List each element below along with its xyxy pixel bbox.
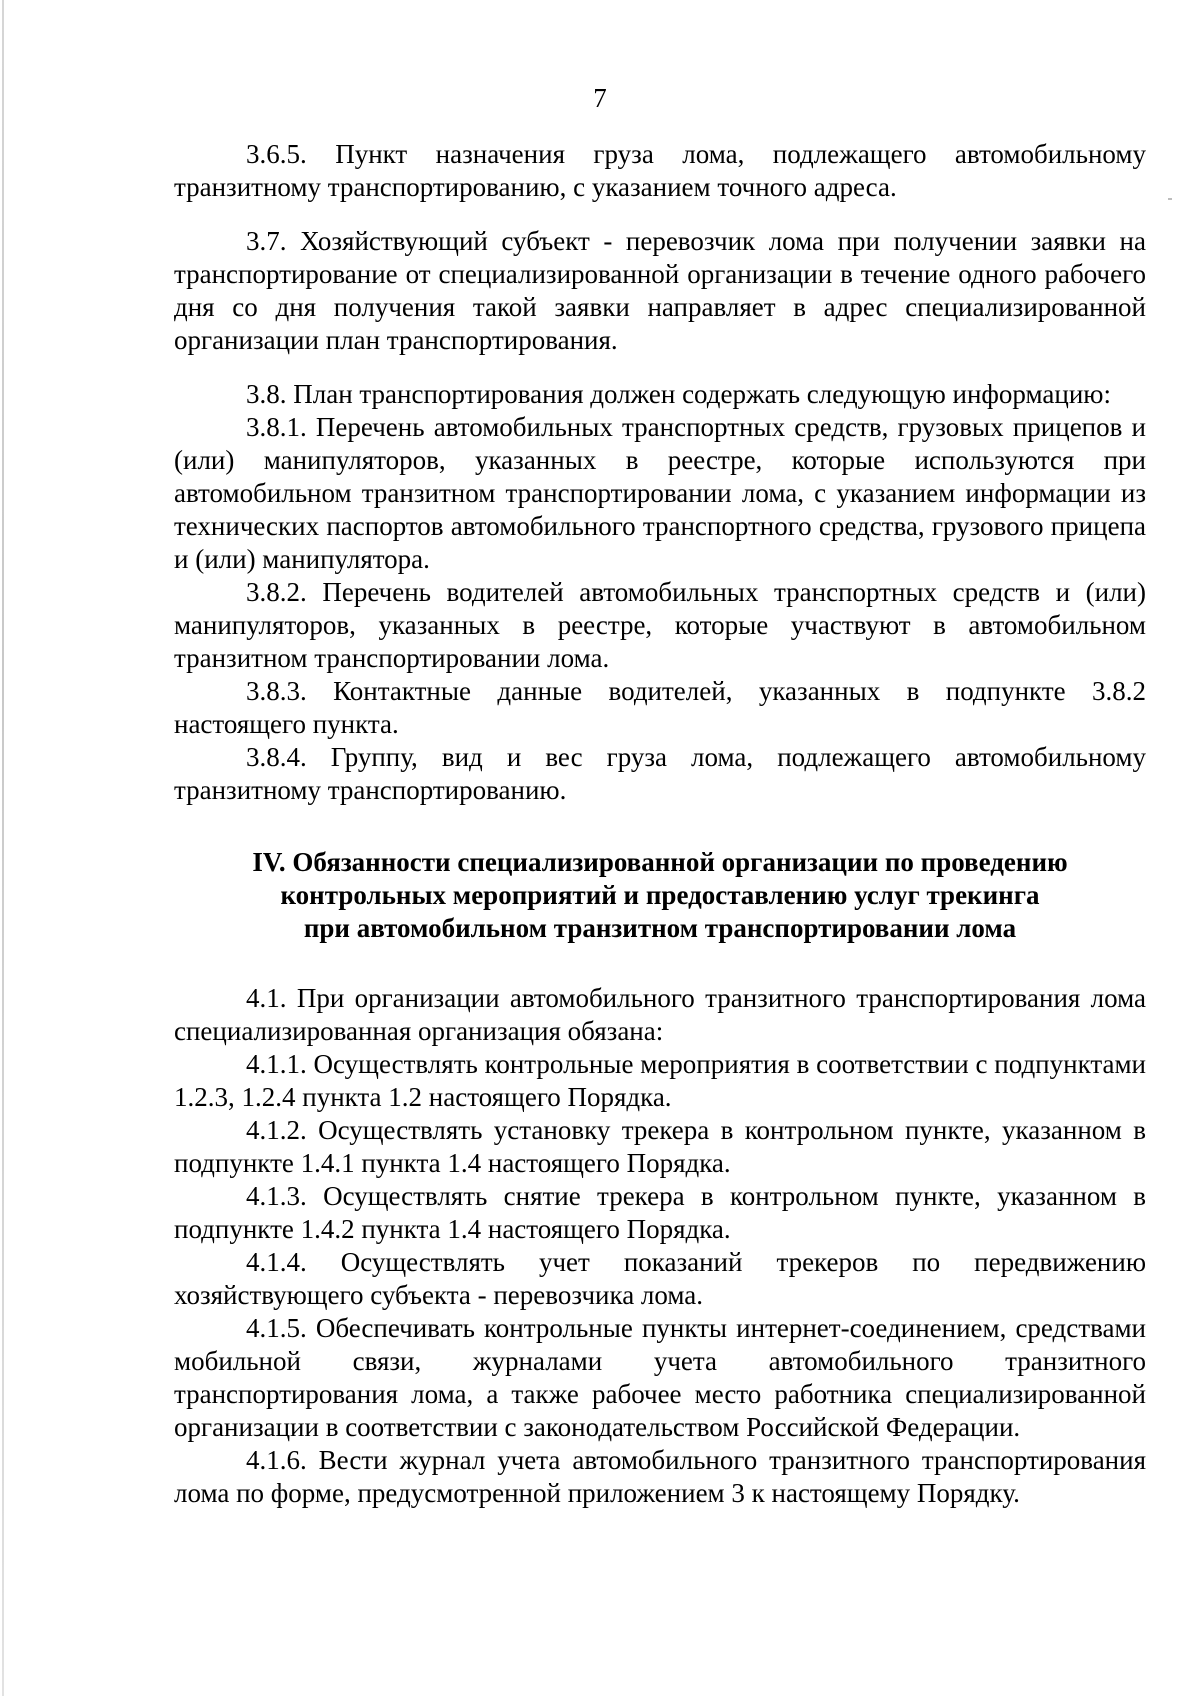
- page-number: 7: [593, 83, 607, 113]
- paragraph-4-1-6: 4.1.6. Вести журнал учета автомобильного транзитного транспортирования лома по форме, предусмотренной приложением 3 к настоящему Порядку.: [174, 1445, 1146, 1508]
- paragraph-3-8: 3.8. План транспортирования должен содержать следующую информацию:: [246, 379, 1111, 409]
- scan-speck: [1168, 198, 1172, 200]
- paragraph-4-1: 4.1. При организации автомобильного транзитного транспортирования лома специализированная организация обязана:: [174, 983, 1146, 1046]
- section-heading-iv: [174, 846, 1146, 945]
- paragraph-3-6-5: 3.6.5. Пункт назначения груза лома, подлежащего автомобильному транзитному транспортированию, с указанием точного адреса.: [174, 139, 1146, 202]
- document-body: [174, 138, 1146, 1510]
- paragraph-4-1-3: 4.1.3. Осуществлять снятие трекера в контрольном пункте, указанном в подпункте 1.4.2 пункта 1.4 настоящего Порядка.: [174, 1181, 1146, 1244]
- section-heading-line-3: при автомобильном транзитном транспортировании лома: [303, 913, 1017, 943]
- paragraph-3-7: 3.7. Хозяйствующий субъект - перевозчик лома при получении заявки на транспортирование от специализированной организации в течение одного рабочего дня со дня получения такой заявки направляет в адрес специализированной организации план транспортирования.: [174, 226, 1146, 355]
- paragraph-4-1-1: 4.1.1. Осуществлять контрольные мероприятия в соответствии с подпунктами 1.2.3, 1.2.4 пункта 1.2 настоящего Порядка.: [174, 1049, 1146, 1112]
- paragraph-4-1-5: 4.1.5. Обеспечивать контрольные пункты интернет-соединением, средствами мобильной связи, журналами учета автомобильного транзитного транспортирования лома, а также рабочее место работника специализированной организации в соответствии с законодательством Российской Федерации.: [174, 1313, 1146, 1442]
- paragraph-4-1-2: 4.1.2. Осуществлять установку трекера в контрольном пункте, указанном в подпункте 1.4.1 пункта 1.4 настоящего Порядка.: [174, 1115, 1146, 1178]
- paragraph-3-8-2: 3.8.2. Перечень водителей автомобильных транспортных средств и (или) манипуляторов, указанных в реестре, которые участвуют в автомобильном транзитном транспортировании лома.: [174, 577, 1146, 673]
- paragraph-3-8-4: 3.8.4. Группу, вид и вес груза лома, подлежащего автомобильному транзитному транспортированию.: [174, 742, 1146, 805]
- section-heading-line-1: IV. Обязанности специализированной организации по проведению: [252, 847, 1068, 877]
- paragraph-3-8-1: 3.8.1. Перечень автомобильных транспортных средств, грузовых прицепов и (или) манипуляторов, указанных в реестре, которые используются при автомобильном транзитном транспортировании лома, с указанием информации из технических паспортов автомобильного транспортного средства, грузового прицепа и (или) манипулятора.: [174, 412, 1146, 574]
- paragraph-4-1-4: 4.1.4. Осуществлять учет показаний трекеров по передвижению хозяйствующего субъекта - перевозчика лома.: [174, 1247, 1146, 1310]
- section-heading-line-2: контрольных мероприятий и предоставлению услуг трекинга: [280, 880, 1040, 910]
- scan-edge-shadow: [2, 0, 4, 1696]
- paragraph-3-8-3: 3.8.3. Контактные данные водителей, указанных в подпункте 3.8.2 настоящего пункта.: [174, 676, 1146, 739]
